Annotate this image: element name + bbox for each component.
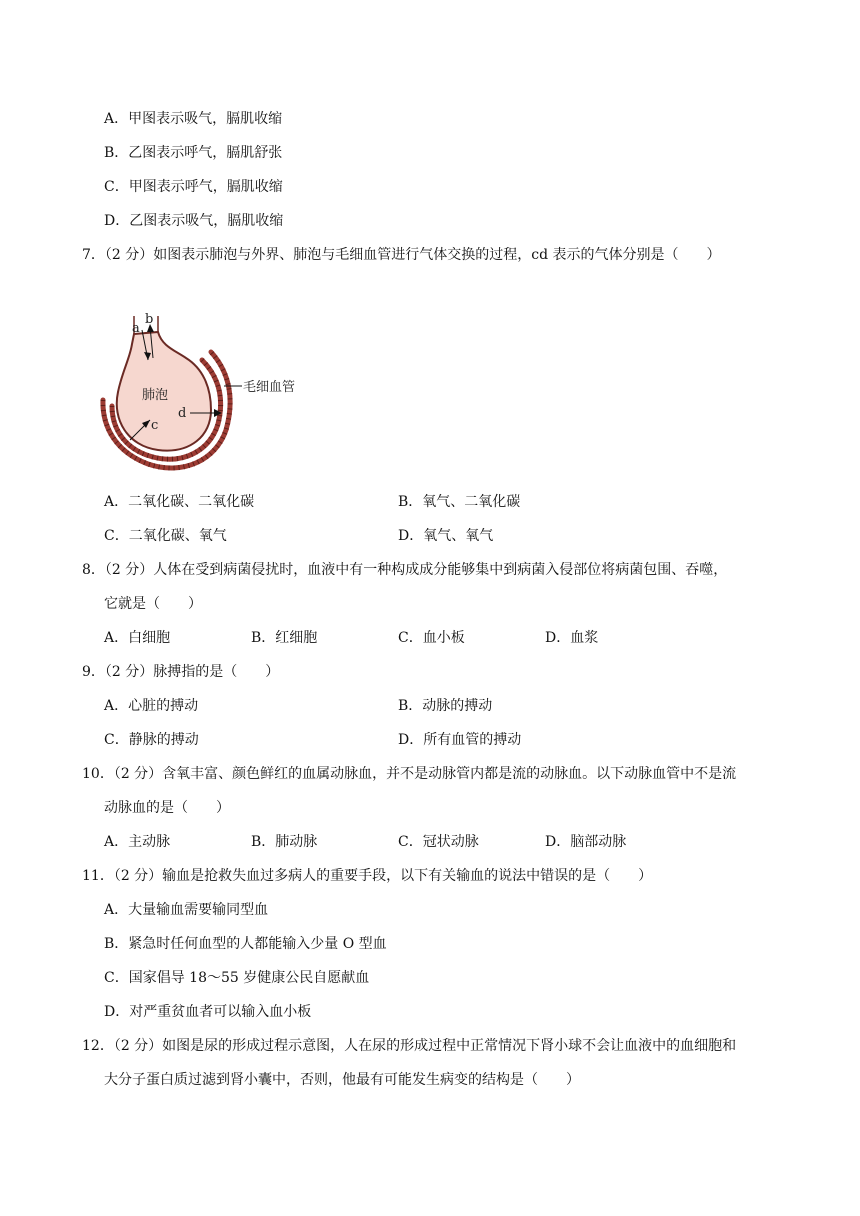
label-b: b [145,312,154,327]
label-alveolus: 肺泡 [142,388,169,403]
q10-option-d: D．脑部动脉 [545,834,627,850]
q11-stem: 11．（2 分）输血是抢救失血过多病人的重要手段，以下有关输血的说法中错误的是（ ） [82,868,653,884]
label-c: c [151,418,159,433]
q12-stem-line1: 12．（2 分）如图是尿的形成过程示意图，人在尿的形成过程中正常情况下肾小球不会让血液中的血细胞和 [82,1038,737,1054]
q9-option-c: C．静脉的搏动 [104,732,199,748]
q7-option-c: C．二氧化碳、氧气 [104,528,227,544]
label-d: d [178,406,187,421]
label-a: a [132,321,140,336]
q7-option-a: A．二氧化碳、二氧化碳 [104,494,255,510]
q7-option-b: B．氧气、二氧化碳 [398,494,521,510]
q7-stem: 7．（2 分）如图表示肺泡与外界、肺泡与毛细血管进行气体交换的过程，cd 表示的气体分别是（ ） [82,247,721,263]
q11-option-d: D．对严重贫血者可以输入血小板 [104,1004,312,1020]
q9-stem: 9．（2 分）脉搏指的是（ ） [82,664,280,680]
q8-option-a: A．白细胞 [104,630,171,646]
q11-option-b: B．紧急时任何血型的人都能输入少量 O 型血 [104,936,387,952]
label-capillary: 毛细血管 [243,380,296,395]
q6-option-b: B．乙图表示呼气，膈肌舒张 [104,145,283,161]
q10-stem-line1: 10．（2 分）含氧丰富、颜色鲜红的血属动脉血，并不是动脉管内都是流的动脉血。以下动脉血管中不是流 [82,766,737,782]
q12-stem-line2: 大分子蛋白质过滤到肾小囊中，否则，他最有可能发生病变的结构是（ ） [104,1072,580,1088]
q6-option-a: A．甲图表示吸气，膈肌收缩 [104,111,283,127]
q9-option-d: D．所有血管的搏动 [398,732,522,748]
q6-option-d: D．乙图表示吸气，膈肌收缩 [104,213,284,229]
q8-option-c: C．血小板 [398,630,465,646]
q10-option-b: B．肺动脉 [251,834,318,850]
q8-option-b: B．红细胞 [251,630,318,646]
q9-option-b: B．动脉的搏动 [398,698,493,714]
q10-option-a: A．主动脉 [104,834,171,850]
q11-option-a: A．大量输血需要输同型血 [104,902,269,918]
q10-stem-line2: 动脉血的是（ ） [104,800,230,816]
q7-option-d: D．氧气、氧气 [398,528,494,544]
q8-stem-line2: 它就是（ ） [104,596,202,612]
alveolus-capillary-diagram [98,302,328,478]
q10-option-c: C．冠状动脉 [398,834,479,850]
q11-option-c: C．国家倡导 18～55 岁健康公民自愿献血 [104,970,370,986]
q9-option-a: A．心脏的搏动 [104,698,199,714]
q8-option-d: D．血浆 [545,630,599,646]
q8-stem-line1: 8．（2 分）人体在受到病菌侵扰时，血液中有一种构成成分能够集中到病菌入侵部位将病菌包围、吞噬， [82,562,728,578]
q6-option-c: C．甲图表示呼气，膈肌收缩 [104,179,283,195]
